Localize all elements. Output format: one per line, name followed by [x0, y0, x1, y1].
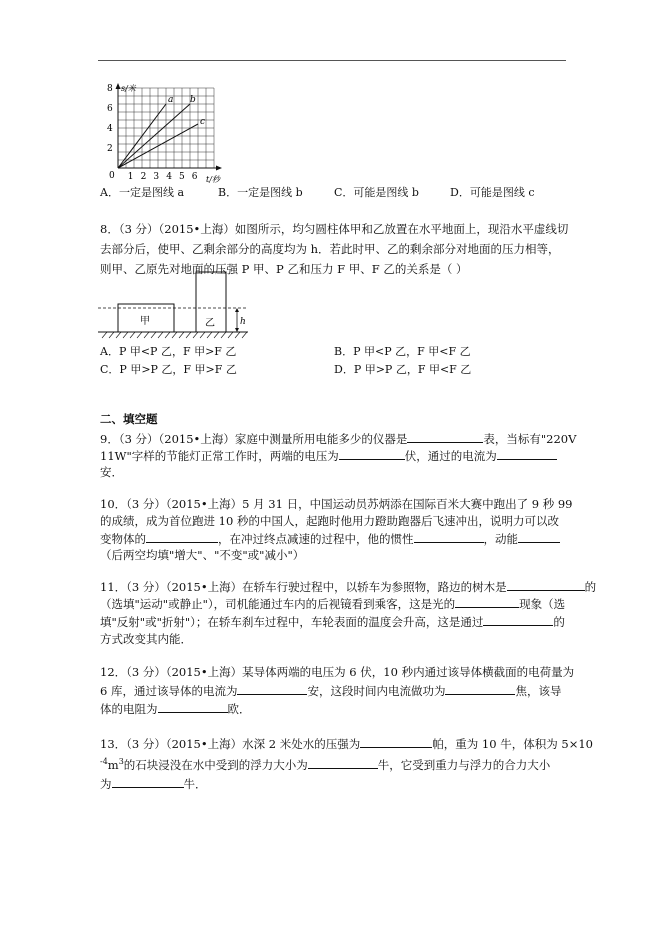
- q10-line-3: 变物体的 ，在冲过终点减速的过程中，他的惯性 ，动能: [100, 531, 560, 546]
- q10-line-2: 的成绩，成为首位跑进 10 秒的中国人，起跑时他用力蹬助跑器后飞速冲出，说明力可以改: [100, 514, 559, 528]
- x-tick-label: 1: [127, 172, 134, 182]
- q12-blank-1[interactable]: [237, 683, 307, 695]
- line-b-label: b: [190, 95, 196, 105]
- x-axis-label: t/秒: [206, 175, 220, 184]
- q13-blank-1[interactable]: [360, 736, 432, 748]
- hatch-mark: [235, 332, 240, 338]
- q13-line-3: 为 牛．: [100, 777, 207, 791]
- h-arrow-top: [235, 308, 239, 312]
- hatch-mark: [137, 332, 142, 338]
- hatch-mark: [214, 332, 219, 338]
- hatch-mark: [151, 332, 156, 338]
- q7-option-b: B．一定是图线 b: [218, 186, 303, 199]
- q11-line-4: 方式改变其内能．: [100, 632, 192, 646]
- q8-line-2: 去部分后，使甲、乙剩余部分的高度均为 h．若此时甲、乙的剩余部分对地面的压力相等，: [100, 242, 560, 256]
- hatch-mark: [116, 332, 121, 338]
- hatch-mark: [186, 332, 191, 338]
- hatch-mark: [144, 332, 149, 338]
- graph-grid: [118, 88, 214, 168]
- y-tick-labels: [107, 84, 113, 154]
- hatch-mark: [179, 332, 184, 338]
- q12-line-3: 体的电阻为 欧．: [100, 702, 251, 716]
- q11-line-3: 填"反射"或"折射"）；在轿车刹车过程中，车轮表面的温度会升高，这是通过 的: [100, 615, 565, 629]
- h-label: h: [240, 317, 246, 327]
- ground-hatch: [102, 332, 247, 338]
- page-header-rule: [98, 60, 566, 61]
- x-axis-arrow: [216, 166, 222, 171]
- q8-line-1: 8．（3 分）（2015•上海）如图所示，均匀圆柱体甲和乙放置在水平地面上，现沿水平虚线切: [100, 222, 569, 236]
- st-graph: [100, 82, 240, 187]
- x-tick-label: 6: [191, 172, 198, 182]
- q13-line-1: 13．（3 分）（2015•上海）水深 2 米处水的压强为 帕，重为 10 牛，体积为 5×10: [100, 737, 593, 751]
- q13-blank-3[interactable]: [112, 776, 184, 788]
- q11-line-2: （选填"运动"或静止"），司机能通过车内的后视镜看到乘客，这是光的 现象（选: [100, 597, 566, 611]
- h-arrow-bottom: [235, 328, 239, 332]
- q8-option-c: C．P 甲>P 乙，F 甲>F 乙: [100, 363, 237, 376]
- q9-blank-3[interactable]: [497, 448, 557, 460]
- q12-blank-2[interactable]: [445, 683, 515, 695]
- hatch-mark: [165, 332, 170, 338]
- q11-blank-1[interactable]: [507, 579, 585, 591]
- q11-line-1: 11．（3 分）（2015•上海）在轿车行驶过程中，以轿车为参照物，路边的树木是 的: [100, 580, 597, 594]
- hatch-mark: [228, 332, 233, 338]
- q8-option-a: A．P 甲<P 乙，F 甲>F 乙: [100, 345, 237, 358]
- q11-blank-3[interactable]: [483, 614, 553, 626]
- q9-line-1: 9．（3 分）（2015•上海）家庭中测量所用电能多少的仪器是 表，当标有"220V: [100, 432, 577, 446]
- yi-label: 乙: [205, 318, 215, 329]
- q12-line-2: 6 库，通过该导体的电流为 安，这段时间内电流做功为 焦，该导: [100, 684, 562, 698]
- q7-option-a: A．一定是图线 a: [100, 186, 184, 199]
- q9-blank-2[interactable]: [339, 448, 405, 460]
- q10-blank-3[interactable]: [518, 531, 560, 543]
- x-tick-label: 3: [153, 172, 160, 182]
- q10-line-1: 10．（3 分）（2015•上海）5 月 31 日，中国运动员苏炳添在国际百米大赛中跑出了 9 秒 99: [100, 497, 573, 511]
- hatch-mark: [207, 332, 212, 338]
- q12-blank-3[interactable]: [158, 701, 228, 713]
- hatch-mark: [123, 332, 128, 338]
- q13-line-2: $^{-4}m^3$的石块浸没在水中受到的浮力大小为 牛，它受到重力与浮力的合力大小: [100, 757, 551, 772]
- q9-blank-1[interactable]: [407, 431, 483, 443]
- q7-option-d: D．可能是图线 c: [450, 186, 535, 199]
- hatch-mark: [102, 332, 107, 338]
- x-tick-labels: [128, 172, 198, 182]
- section-title: 二、填空题: [100, 412, 158, 426]
- q10-blank-1[interactable]: [146, 531, 218, 543]
- x-tick-label: 4: [166, 172, 172, 182]
- q10-line-4: （后两空均填"增大"、"不变"或"减小"）: [100, 548, 305, 562]
- y-tick-label: 6: [107, 104, 113, 114]
- y-axis-label: s/米: [121, 84, 136, 93]
- y-tick-label: 8: [107, 84, 113, 94]
- origin-label: 0: [109, 171, 115, 181]
- x-tick-label: 2: [140, 172, 147, 182]
- q8-figure: [98, 270, 258, 340]
- hatch-mark: [158, 332, 163, 338]
- q7-option-c: C．可能是图线 b: [334, 186, 419, 199]
- q8-line-3: 则甲、乙原先对地面的压强 P 甲、P 乙和压力 F 甲、F 乙的关系是（ ）: [100, 262, 468, 276]
- line-c-label: c: [200, 117, 206, 127]
- q11-blank-2[interactable]: [455, 596, 519, 608]
- line-a-label: a: [168, 95, 174, 105]
- q13-blank-2[interactable]: [308, 757, 378, 769]
- y-tick-label: 4: [107, 124, 113, 134]
- jia-label: 甲: [140, 316, 150, 327]
- q10-blank-2[interactable]: [414, 531, 484, 543]
- q9-line-2: 11W"字样的节能灯正常工作时，两端的电压为 伏，通过的电流为: [100, 448, 557, 463]
- hatch-mark: [172, 332, 177, 338]
- x-tick-label: 5: [179, 172, 185, 182]
- q9-line-3: 安．: [100, 465, 123, 479]
- hatch-mark: [109, 332, 114, 338]
- y-tick-label: 2: [107, 144, 113, 154]
- hatch-mark: [242, 332, 247, 338]
- hatch-mark: [193, 332, 198, 338]
- q8-option-d: D．P 甲>P 乙，F 甲<F 乙: [334, 363, 472, 376]
- q12-line-1: 12．（3 分）（2015•上海）某导体两端的电压为 6 伏，10 秒内通过该导体横截面的电荷量为: [100, 665, 575, 679]
- y-axis-arrow: [116, 83, 121, 89]
- hatch-mark: [130, 332, 135, 338]
- q8-option-b: B．P 甲<P 乙，F 甲<F 乙: [334, 345, 471, 358]
- hatch-mark: [221, 332, 226, 338]
- hatch-mark: [200, 332, 205, 338]
